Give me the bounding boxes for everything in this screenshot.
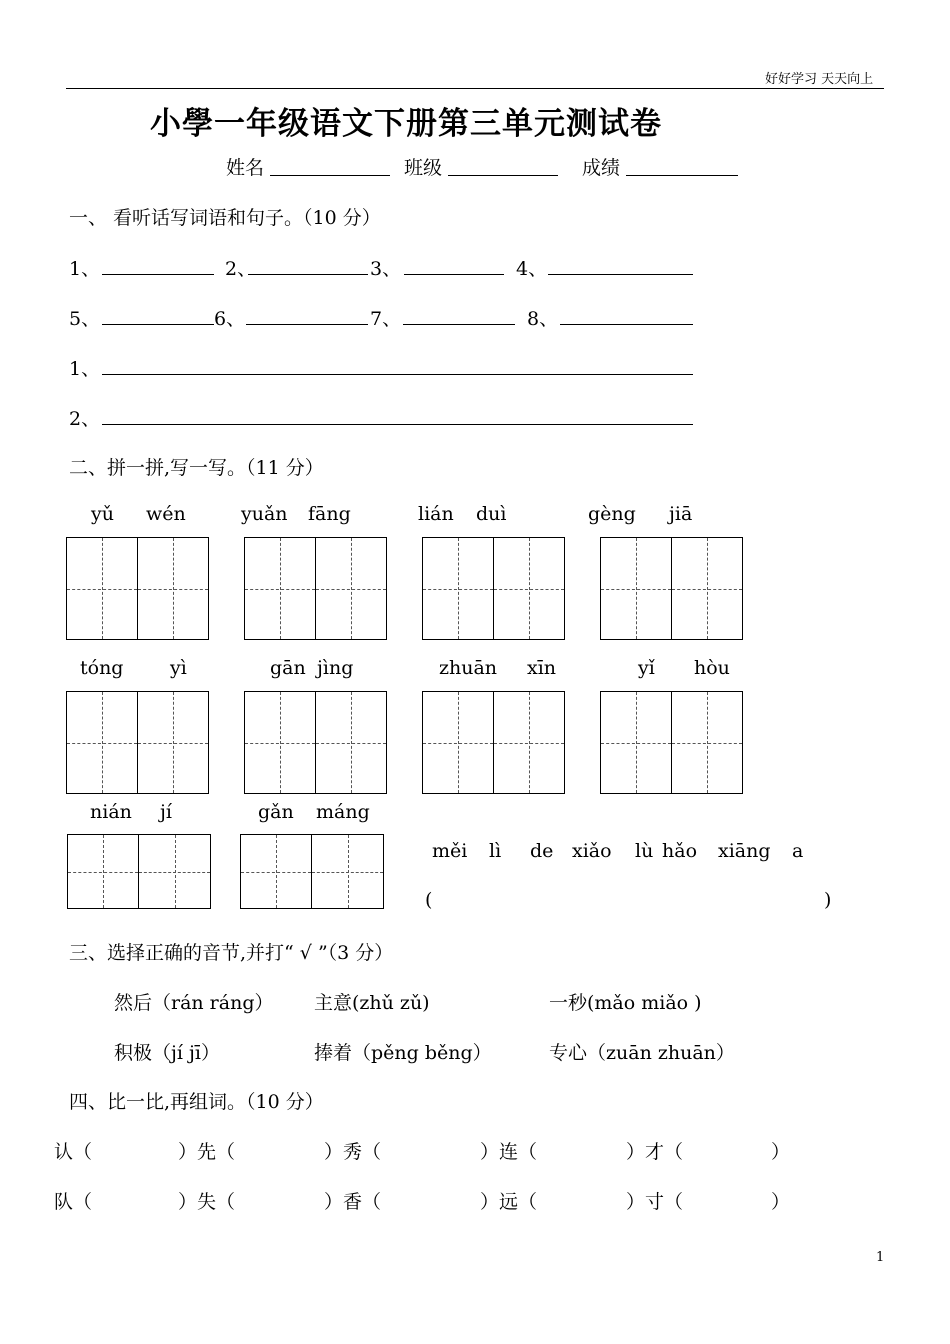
word-blank[interactable] [404, 274, 504, 275]
sentence-pinyin: xiǎo [572, 840, 612, 862]
compare-cell: ）香（ [324, 1191, 382, 1213]
writing-grid[interactable] [600, 537, 743, 640]
pinyin-syllable: lián [418, 503, 454, 525]
pinyin-syllable: yǐ [638, 657, 655, 679]
sentence-pinyin: a [792, 840, 804, 862]
choice-item[interactable]: 专心（zuān zhuān） [549, 1042, 735, 1064]
class-blank[interactable] [448, 175, 558, 176]
sentence-pinyin: lì [489, 840, 502, 862]
section3-heading: 三、选择正确的音节,并打“ √ ”（3 分） [69, 942, 394, 964]
writing-grid[interactable] [66, 691, 209, 794]
sentence-blank[interactable] [102, 374, 693, 375]
word-number: 5、 [69, 308, 101, 330]
compare-cell: ） [771, 1141, 791, 1163]
word-blank[interactable] [403, 324, 515, 325]
writing-grid[interactable] [240, 834, 384, 909]
compare-cell: ）寸（ [626, 1191, 684, 1213]
writing-grid[interactable] [422, 691, 565, 794]
compare-cell: ）才（ [626, 1141, 684, 1163]
sentence-paren-close: ) [824, 889, 832, 911]
choice-item[interactable]: 积极（jí jī） [114, 1042, 220, 1064]
sentence-answer-space[interactable] [440, 888, 820, 912]
pinyin-syllable: gān [270, 657, 306, 679]
word-blank[interactable] [246, 324, 368, 325]
name-label: 姓名 [226, 157, 265, 179]
compare-cell: 队（ [54, 1191, 93, 1213]
writing-grid[interactable] [600, 691, 743, 794]
sentence-pinyin: de [530, 840, 554, 862]
pinyin-syllable: nián [90, 801, 132, 823]
pinyin-syllable: yì [170, 657, 187, 679]
word-blank[interactable] [548, 274, 693, 275]
pinyin-syllable: hòu [694, 657, 730, 679]
compare-cell: ）先（ [178, 1141, 236, 1163]
pinyin-syllable: xīn [527, 657, 557, 679]
word-number: 3、 [370, 258, 402, 280]
word-number: 1、 [69, 258, 101, 280]
compare-cell: ）连（ [480, 1141, 538, 1163]
word-blank[interactable] [102, 324, 214, 325]
pinyin-syllable: jìng [317, 657, 354, 679]
word-blank[interactable] [102, 274, 214, 275]
choice-item[interactable]: 捧着（pěng běng） [314, 1042, 492, 1064]
pinyin-syllable: yuǎn [241, 503, 288, 525]
sentence-pinyin: lù [635, 840, 654, 862]
choice-item[interactable]: 然后（rán ráng） [114, 992, 274, 1014]
word-blank[interactable] [248, 274, 368, 275]
writing-grid[interactable] [422, 537, 565, 640]
writing-grid[interactable] [244, 691, 387, 794]
sentence-pinyin: hǎo [662, 840, 698, 862]
pinyin-syllable: gèng [588, 503, 636, 525]
sentence-paren-open: ( [425, 889, 433, 911]
choice-item[interactable]: 一秒(mǎo miǎo ) [549, 992, 702, 1014]
writing-grid[interactable] [244, 537, 387, 640]
class-label: 班级 [404, 157, 443, 179]
sentence-number: 1、 [69, 358, 101, 380]
pinyin-syllable: jiā [669, 503, 693, 525]
pinyin-syllable: wén [146, 503, 186, 525]
header-motto: 好好学习 天天向上 [765, 72, 874, 87]
pinyin-syllable: máng [316, 801, 370, 823]
compare-cell: ）失（ [178, 1191, 236, 1213]
pinyin-syllable: gǎn [258, 801, 294, 823]
sentence-pinyin: xiāng [718, 840, 771, 862]
section2-heading: 二、拼一拼,写一写。（11 分） [69, 457, 324, 479]
score-blank[interactable] [626, 175, 738, 176]
choice-item[interactable]: 主意(zhǔ zǔ) [314, 992, 430, 1014]
section4-heading: 四、比一比,再组词。（10 分） [69, 1091, 324, 1113]
writing-grid[interactable] [67, 834, 211, 909]
pinyin-syllable: yǔ [91, 503, 114, 525]
pinyin-syllable: fāng [308, 503, 351, 525]
word-number: 6、 [214, 308, 246, 330]
word-number: 8、 [527, 308, 559, 330]
sentence-pinyin: měi [432, 840, 468, 862]
compare-cell: ）秀（ [324, 1141, 382, 1163]
pinyin-syllable: duì [476, 503, 507, 525]
sentence-number: 2、 [69, 408, 101, 430]
sentence-blank[interactable] [102, 424, 693, 425]
pinyin-syllable: jí [160, 801, 172, 823]
compare-cell: ）远（ [480, 1191, 538, 1213]
word-blank[interactable] [560, 324, 693, 325]
word-number: 7、 [370, 308, 402, 330]
pinyin-syllable: tóng [80, 657, 124, 679]
header-rule [66, 88, 884, 89]
compare-cell: 认（ [54, 1141, 93, 1163]
word-number: 2、 [225, 258, 257, 280]
score-label: 成绩 [582, 157, 621, 179]
word-number: 4、 [516, 258, 548, 280]
compare-cell: ） [771, 1191, 791, 1213]
page-number: 1 [876, 1250, 885, 1265]
section1-heading: 一、 看听话写词语和句子。（10 分） [69, 207, 381, 229]
writing-grid[interactable] [66, 537, 209, 640]
name-blank[interactable] [270, 175, 390, 176]
pinyin-syllable: zhuān [439, 657, 498, 679]
page-title: 小學一年级语文下册第三单元测试卷 [150, 106, 662, 142]
